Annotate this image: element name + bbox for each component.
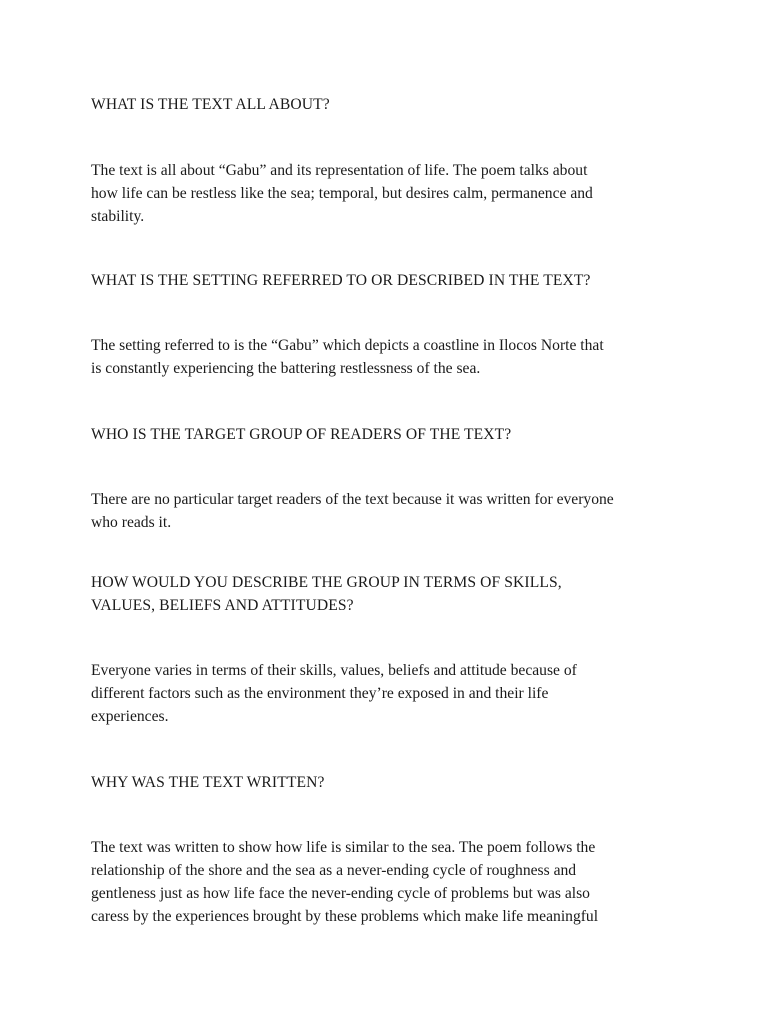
question-heading [91,571,681,617]
answer-line: who reads it. [91,514,172,531]
answer-line: how life can be restless like the sea; temporal, but desires calm, permanence and [91,185,593,202]
answer-line: The setting referred to is the “Gabu” which depicts a coastline in Ilocos Norte that [91,337,604,354]
answer-line: is constantly experiencing the battering restlessness of the sea. [91,360,481,377]
question-heading: WHY WAS THE TEXT WRITTEN? [91,774,325,791]
answer-paragraph [91,334,681,380]
question-heading: WHAT IS THE TEXT ALL ABOUT? [91,96,330,113]
answer-paragraph [91,159,681,228]
answer-paragraph [91,836,681,928]
answer-line: gentleness just as how life face the never-ending cycle of problems but was also [91,885,590,902]
question-heading: WHO IS THE TARGET GROUP OF READERS OF THE TEXT? [91,426,512,443]
answer-line: Everyone varies in terms of their skills, values, beliefs and attitude because of [91,662,577,679]
answer-line: different factors such as the environment they’re exposed in and their life [91,685,549,702]
answer-line: The text was written to show how life is similar to the sea. The poem follows the [91,839,596,856]
answer-paragraph [91,659,681,728]
question-line: VALUES, BELIEFS AND ATTITUDES? [91,597,354,614]
answer-line: stability. [91,208,145,225]
answer-line: relationship of the shore and the sea as a never-ending cycle of roughness and [91,862,577,879]
answer-line: There are no particular target readers of the text because it was written for everyone [91,491,614,508]
answer-line: experiences. [91,708,169,725]
answer-line: The text is all about “Gabu” and its representation of life. The poem talks about [91,162,588,179]
question-line: HOW WOULD YOU DESCRIBE THE GROUP IN TERMS OF SKILLS, [91,574,562,591]
question-heading: WHAT IS THE SETTING REFERRED TO OR DESCRIBED IN THE TEXT? [91,272,591,289]
answer-paragraph [91,488,681,534]
answer-line: caress by the experiences brought by these problems which make life meaningful [91,908,599,925]
